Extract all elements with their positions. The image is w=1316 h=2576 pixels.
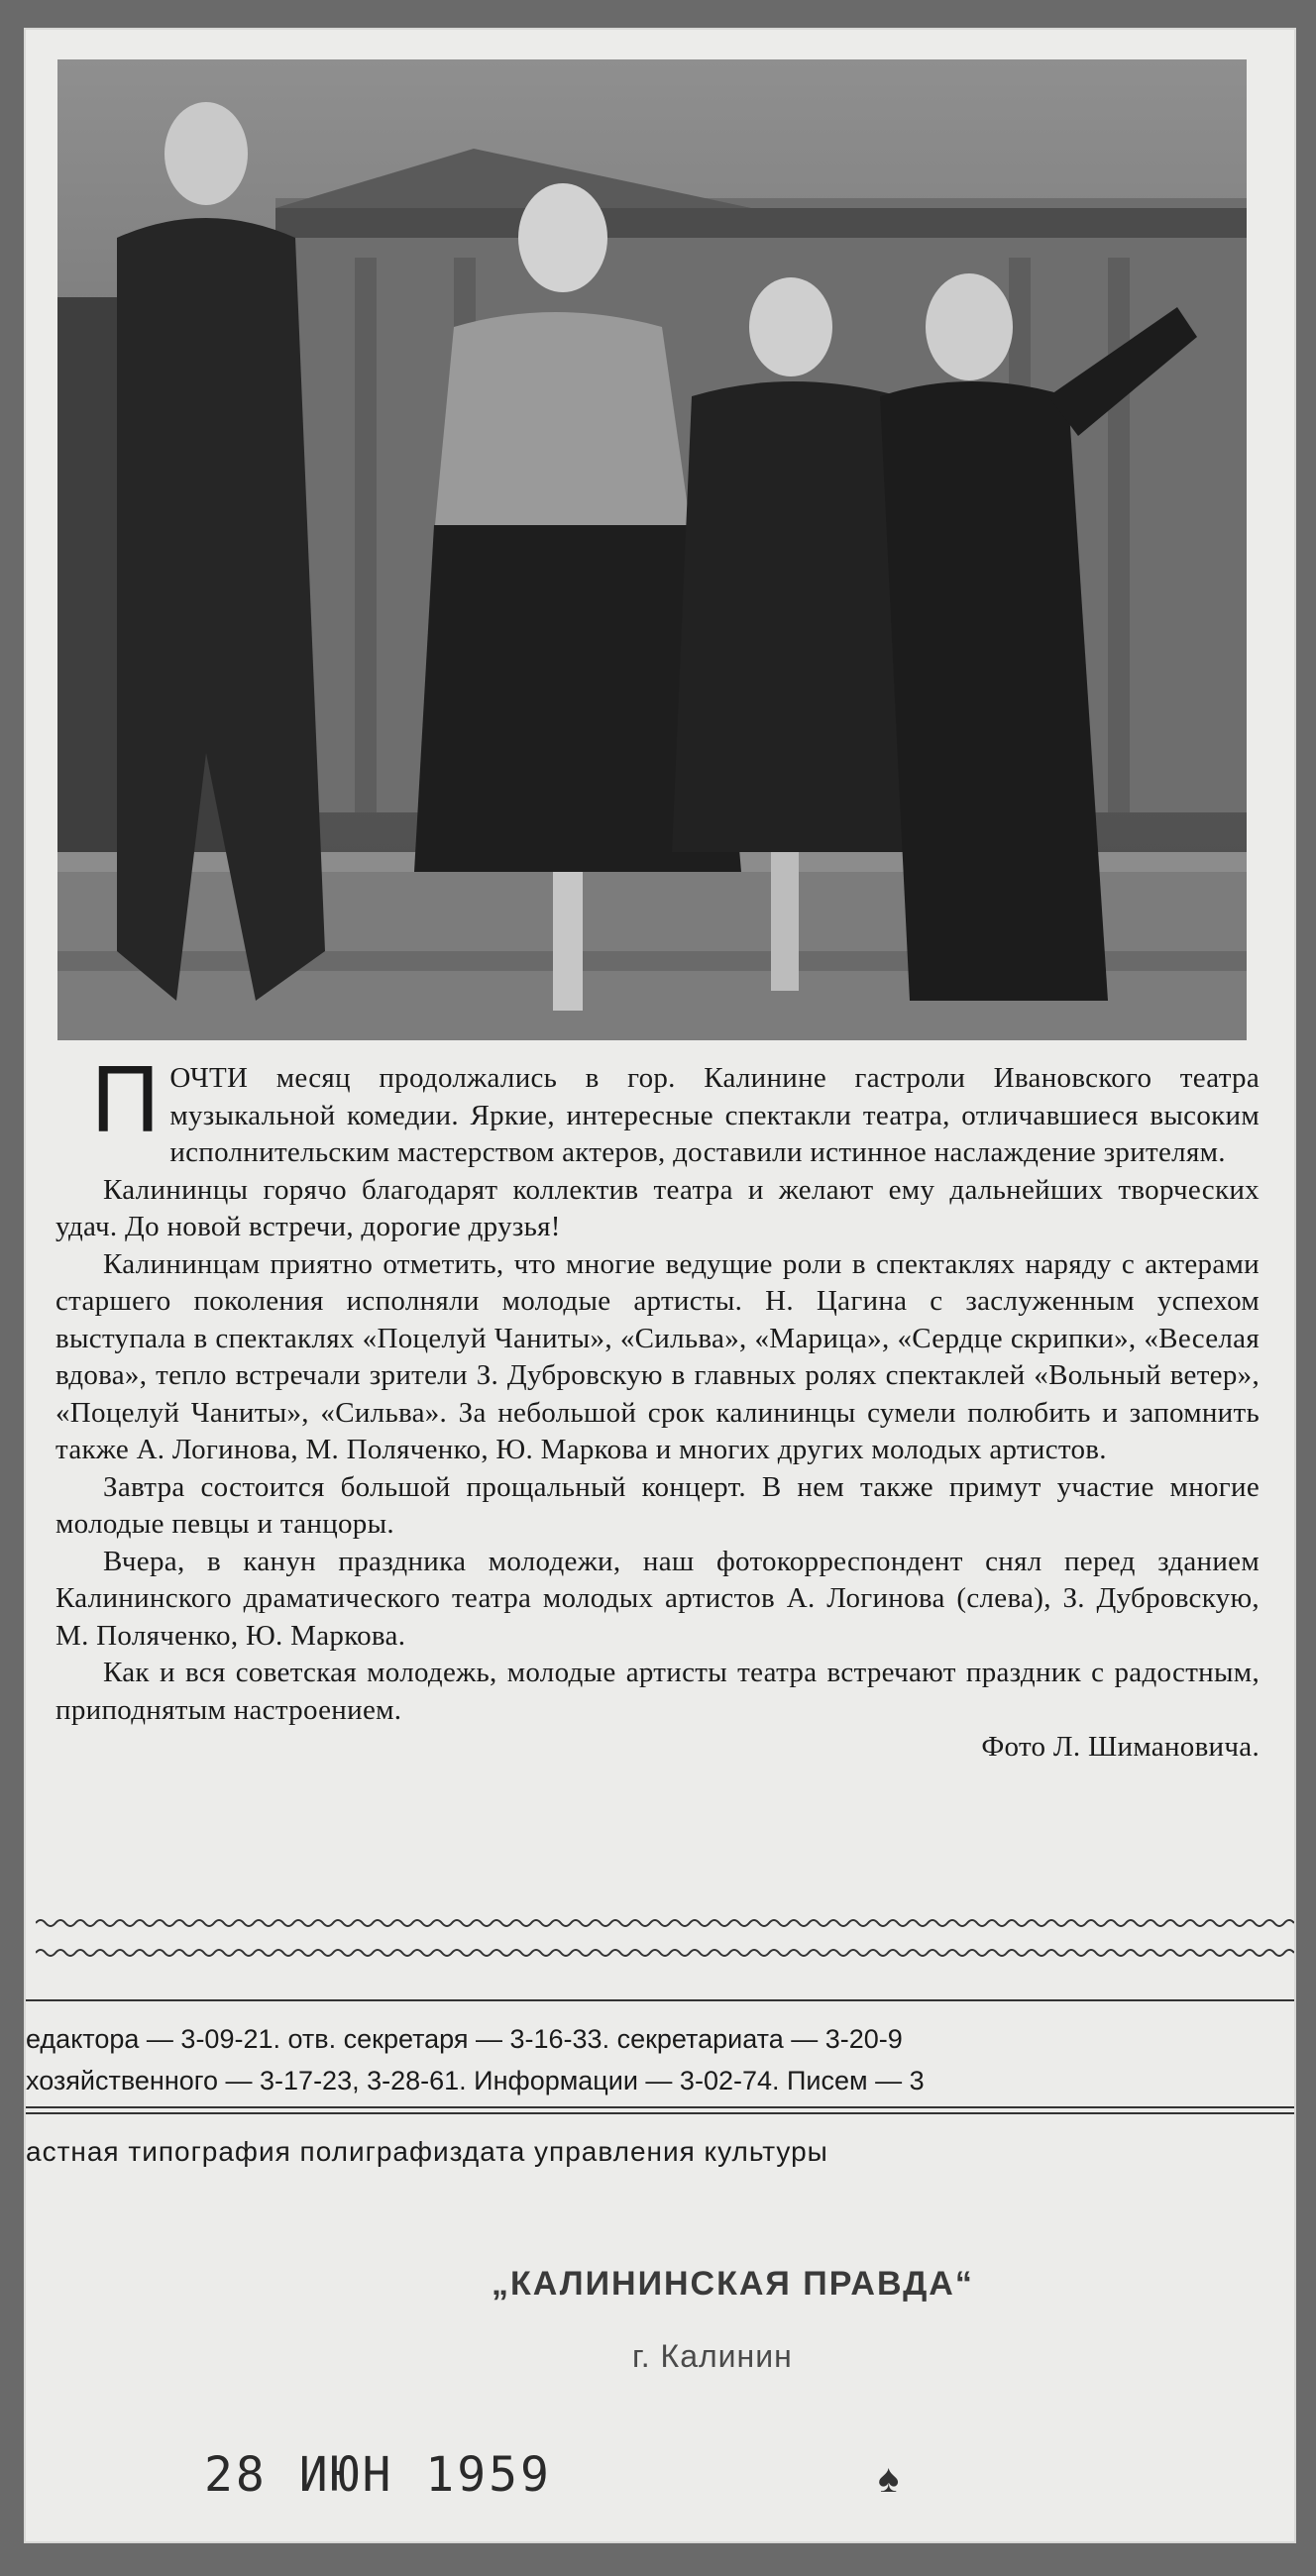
newspaper-name-stamp: „КАЛИНИНСКАЯ ПРАВДА“ [492, 2265, 974, 2303]
group-photo-icon [57, 59, 1247, 1040]
article-paragraph: Калининцам приятно отметить, что многие ведущие роли в спектаклях наряду с актерами старшего поколения исполняли молодые артисты. Н. Цагина с заслуженным успехом выступала в спектаклях «Поцелуй Чаниты», «Сильва», «Марица», «Сердце скрипки», «Веселая вдова», тепло встречали зрители З. Дубровскую в главных ролях спектаклей «Вольный ветер», «Поцелуй Чаниты», «Сильва». За небольшой срок калининцы сумели полюбить и запомнить также А. Логинова, М. Поляченко, Ю. Маркова и многих других молодых артистов. [55, 1247, 1260, 1465]
contacts-block [26, 2018, 1294, 2101]
divider-line [26, 1999, 1294, 2001]
newspaper-clipping [26, 30, 1294, 2541]
wavy-divider [36, 1917, 1294, 1929]
article-body [55, 1046, 1260, 1767]
city-stamp: г. Калинин [632, 2338, 793, 2374]
divider-line [26, 2112, 1294, 2114]
article-paragraph: ОЧТИ месяц продолжались в гор. Калинине гастроли Ивановского театра музыкальной комедии. Яркие, интересные спектакли театра, отличавшиеся высоким исполнительским мастерством актеров, доставили истинное наслаждение зрителям. [169, 1062, 1260, 1168]
article-paragraph: Завтра состоится большой прощальный концерт. В нем также примут участие многие молодые певцы и танцоры. [55, 1470, 1260, 1540]
date-stamp: 28 ИЮН 1959 [204, 2447, 552, 2503]
article-dropcap: П [91, 1046, 161, 1152]
printer-line: астная типография полиграфиздата управления культуры [26, 2136, 828, 2167]
contacts-line: хозяйственного — 3-17-23, 3-28-61. Информации — 3-02-74. Писем — 3 [26, 2066, 925, 2095]
wavy-divider [36, 1947, 1294, 1959]
contacts-line: едактора — 3-09-21. отв. секретаря — 3-16-33. секретариата — 3-20-9 [26, 2024, 903, 2054]
article-paragraph: Вчера, в канун праздника молодежи, наш фотокорреспондент снял перед зданием Калининского драматического театра молодых артистов А. Логинова (слева), З. Дубровскую, М. Поляченко, Ю. Маркова. [55, 1545, 1260, 1652]
group-photo [57, 59, 1247, 1040]
divider-line [26, 2106, 1294, 2108]
article-paragraph: Как и вся советская молодежь, молодые артисты театра встречают праздник с радостным, приподнятым настроением. [55, 1657, 1260, 1726]
photo-credit: Фото Л. Шимановича. [981, 1731, 1260, 1763]
ink-mark-icon: ♠ [878, 2456, 900, 2501]
article-paragraph: Калининцы горячо благодарят коллектив театра и желают ему дальнейших творческих удач. До новой встречи, дорогие друзья! [55, 1173, 1260, 1242]
